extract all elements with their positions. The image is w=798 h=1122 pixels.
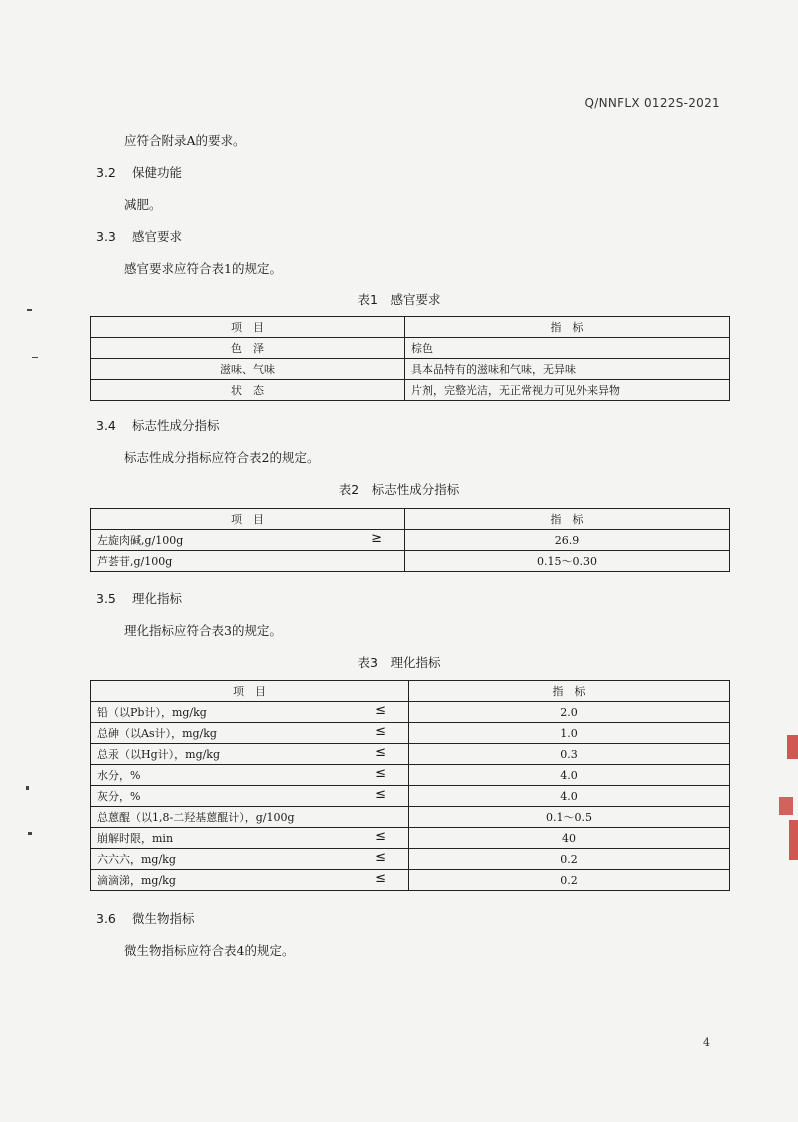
section-heading-3-6 bbox=[96, 909, 195, 927]
table-row bbox=[91, 702, 730, 723]
section-heading-3-2 bbox=[96, 163, 182, 181]
scan-mark bbox=[28, 832, 32, 835]
standard-code: Q/NNFLX 0122S-2021 bbox=[584, 96, 720, 110]
sensory-table bbox=[90, 316, 730, 401]
table-row bbox=[91, 786, 730, 807]
table-cell-value: 0.2 bbox=[409, 870, 730, 891]
table-cell-item bbox=[91, 807, 409, 828]
section-title: 标志性成分指标 bbox=[132, 418, 220, 433]
table-cell-value: 0.3 bbox=[409, 744, 730, 765]
item-text: 芦荟苷,g/100g bbox=[97, 555, 173, 568]
comparison-operator: ≥ bbox=[371, 531, 382, 546]
section-title: 微生物指标 bbox=[132, 911, 195, 926]
table-header-row bbox=[91, 681, 730, 702]
table-cell-value: 0.15～0.30 bbox=[405, 551, 730, 572]
section-number: 3.2 bbox=[96, 165, 116, 180]
comparison-operator: ≤ bbox=[375, 787, 386, 802]
table-cell-value: 1.0 bbox=[409, 723, 730, 744]
table-cell-item: 色 泽 bbox=[91, 338, 405, 359]
table-row bbox=[91, 359, 730, 380]
item-text: 总蒽醌（以1,8-二羟基蒽醌计），g/100g bbox=[97, 811, 295, 824]
scan-mark bbox=[27, 309, 32, 311]
comparison-operator: ≤ bbox=[375, 871, 386, 886]
physchem-table bbox=[90, 680, 730, 891]
table-cell-value: 具本品特有的滋味和气味，无异味 bbox=[405, 359, 730, 380]
comparison-operator: ≤ bbox=[375, 724, 386, 739]
item-text: 总砷（以As计），mg/kg bbox=[97, 727, 217, 740]
section-title: 理化指标 bbox=[132, 591, 183, 606]
table-cell-value: 0.1～0.5 bbox=[409, 807, 730, 828]
section-number: 3.4 bbox=[96, 418, 116, 433]
marker-table bbox=[90, 508, 730, 572]
page-number: 4 bbox=[703, 1036, 710, 1049]
comparison-operator: ≤ bbox=[375, 703, 386, 718]
seal-fragment bbox=[789, 820, 798, 860]
table-header-row bbox=[91, 317, 730, 338]
table-cell-item bbox=[91, 786, 409, 807]
item-text: 水分，% bbox=[97, 769, 141, 782]
paragraph-sensory: 感官要求应符合表1的规定。 bbox=[124, 261, 282, 276]
table-row bbox=[91, 338, 730, 359]
item-text: 铅（以Pb计），mg/kg bbox=[97, 706, 207, 719]
scan-mark bbox=[26, 786, 29, 790]
table-cell-item bbox=[91, 765, 409, 786]
item-text: 左旋肉碱,g/100g bbox=[97, 534, 184, 547]
paragraph-marker: 标志性成分指标应符合表2的规定。 bbox=[124, 450, 320, 465]
section-heading-3-3 bbox=[96, 227, 182, 245]
comparison-operator: ≤ bbox=[375, 850, 386, 865]
table-row bbox=[91, 551, 730, 572]
table-cell-value: 4.0 bbox=[409, 786, 730, 807]
item-text: 滴滴涕，mg/kg bbox=[97, 874, 176, 887]
paragraph-appendix-ref: 应符合附录A的要求。 bbox=[124, 133, 246, 148]
table-cell-item bbox=[91, 530, 405, 551]
table-row bbox=[91, 870, 730, 891]
comparison-operator: ≤ bbox=[375, 766, 386, 781]
section-title: 感官要求 bbox=[132, 229, 183, 244]
table-cell-item: 滋味、气味 bbox=[91, 359, 405, 380]
paragraph-function: 减肥。 bbox=[124, 197, 162, 212]
table-cell-value: 0.2 bbox=[409, 849, 730, 870]
table-cell-item bbox=[91, 744, 409, 765]
table-cell-item bbox=[91, 870, 409, 891]
table-cell-item bbox=[91, 723, 409, 744]
table-header-cell: 项 目 bbox=[91, 317, 405, 338]
item-text: 灰分，% bbox=[97, 790, 141, 803]
table-row bbox=[91, 530, 730, 551]
table-cell-item bbox=[91, 702, 409, 723]
table2-caption: 表2 标志性成分指标 bbox=[338, 482, 460, 497]
table-cell-value: 26.9 bbox=[405, 530, 730, 551]
table-row bbox=[91, 849, 730, 870]
section-title: 保健功能 bbox=[132, 165, 183, 180]
table-row bbox=[91, 765, 730, 786]
table-cell-value: 棕色 bbox=[405, 338, 730, 359]
comparison-operator: ≤ bbox=[375, 745, 386, 760]
table-row bbox=[91, 807, 730, 828]
table-cell-item bbox=[91, 828, 409, 849]
table1-caption: 表1 感官要求 bbox=[357, 292, 441, 307]
comparison-operator: ≤ bbox=[375, 829, 386, 844]
table-cell-value: 40 bbox=[409, 828, 730, 849]
section-heading-3-5 bbox=[96, 589, 182, 607]
table-cell-item bbox=[91, 849, 409, 870]
table-header-cell: 指 标 bbox=[405, 317, 730, 338]
scan-mark bbox=[32, 357, 38, 358]
paragraph-physchem: 理化指标应符合表3的规定。 bbox=[124, 623, 282, 638]
table-header-cell: 指 标 bbox=[405, 509, 730, 530]
table3-caption: 表3 理化指标 bbox=[357, 655, 441, 670]
table-row bbox=[91, 828, 730, 849]
table-cell-value: 4.0 bbox=[409, 765, 730, 786]
item-text: 六六六，mg/kg bbox=[97, 853, 176, 866]
table-cell-value: 2.0 bbox=[409, 702, 730, 723]
section-number: 3.6 bbox=[96, 911, 116, 926]
seal-fragment bbox=[779, 797, 793, 815]
paragraph-microbial: 微生物指标应符合表4的规定。 bbox=[124, 943, 295, 958]
section-number: 3.5 bbox=[96, 591, 116, 606]
item-text: 总汞（以Hg计），mg/kg bbox=[97, 748, 221, 761]
table-header-cell: 项 目 bbox=[91, 681, 409, 702]
table-row bbox=[91, 723, 730, 744]
table-cell-value: 片剂，完整光洁，无正常视力可见外来异物 bbox=[405, 380, 730, 401]
table-header-row bbox=[91, 509, 730, 530]
table-cell-item bbox=[91, 551, 405, 572]
table-header-cell: 项 目 bbox=[91, 509, 405, 530]
section-number: 3.3 bbox=[96, 229, 116, 244]
section-heading-3-4 bbox=[96, 416, 220, 434]
seal-fragment bbox=[787, 735, 798, 759]
table-header-cell: 指 标 bbox=[409, 681, 730, 702]
table-row bbox=[91, 380, 730, 401]
table-row bbox=[91, 744, 730, 765]
table-cell-item: 状 态 bbox=[91, 380, 405, 401]
item-text: 崩解时限，min bbox=[97, 832, 174, 845]
